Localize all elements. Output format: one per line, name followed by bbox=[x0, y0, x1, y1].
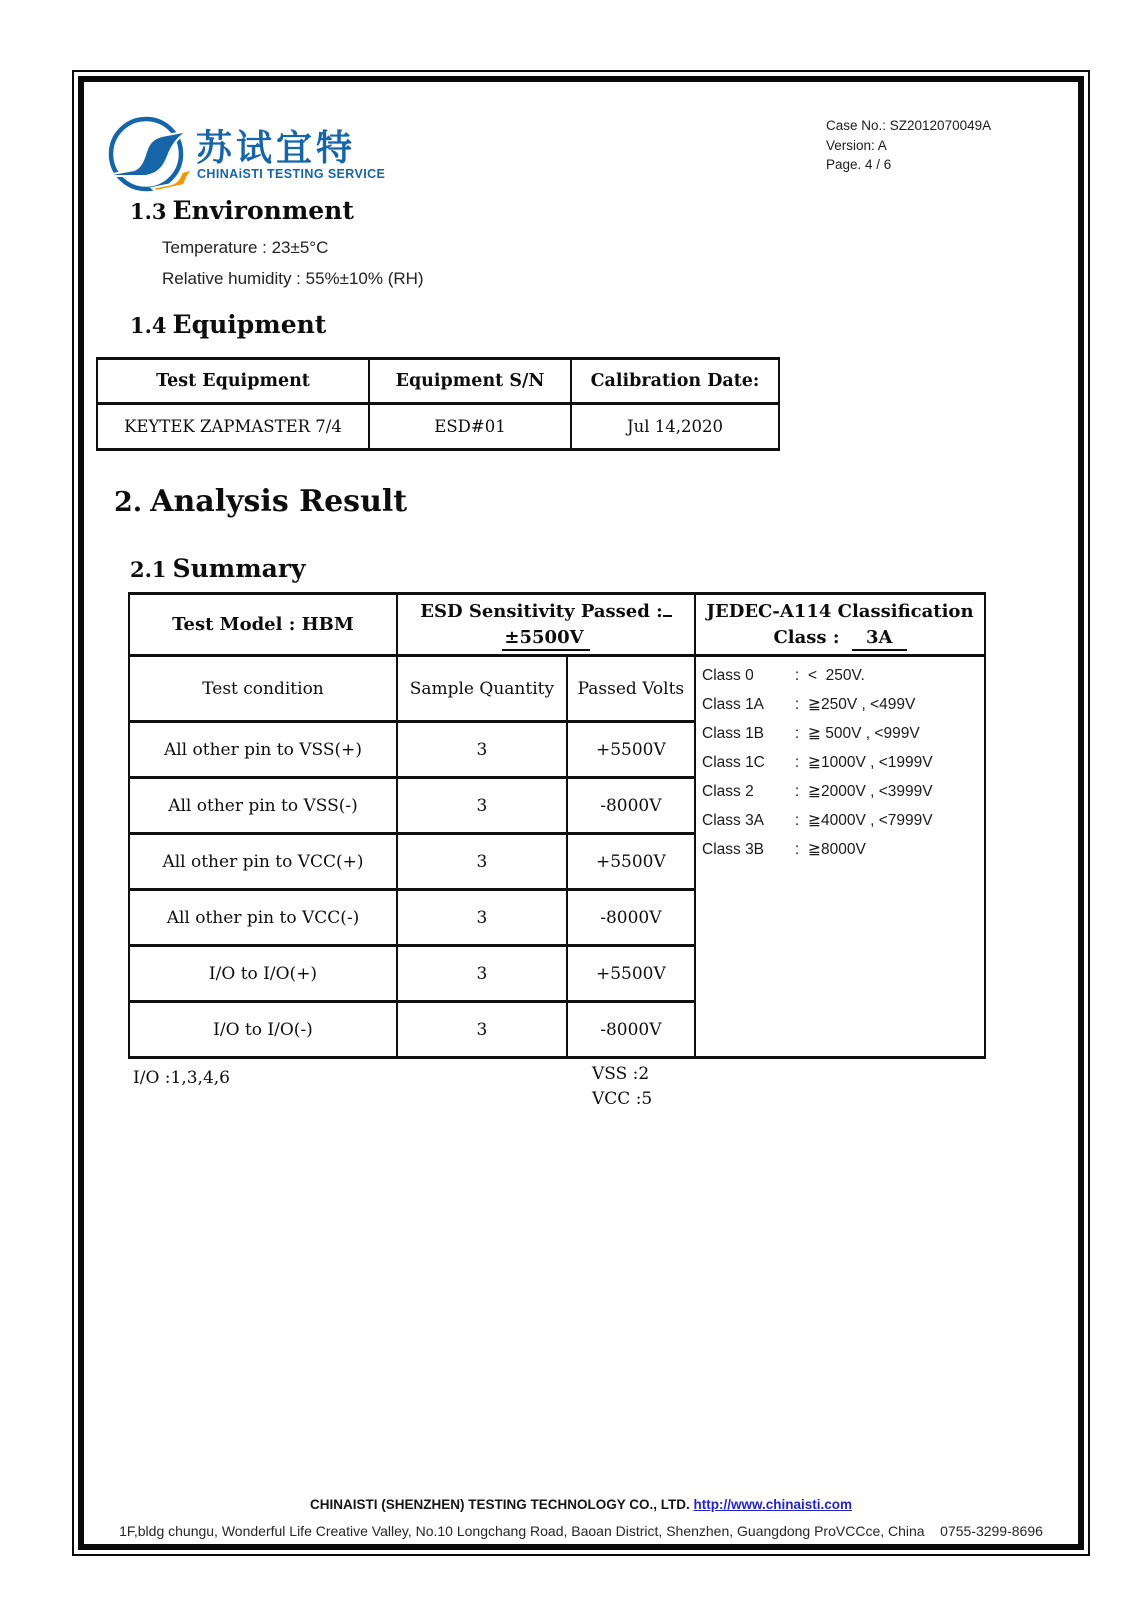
esd-passed-value: ±5500V bbox=[502, 627, 589, 651]
sample-quantity-cell: 3 bbox=[397, 778, 567, 834]
sample-quantity-cell: 3 bbox=[397, 1002, 567, 1058]
passed-volts-cell: -8000V bbox=[567, 778, 695, 834]
equipment-table-header-row bbox=[97, 359, 779, 404]
test-condition-cell: I/O to I/O(+) bbox=[129, 946, 397, 1002]
company-logo-icon bbox=[100, 114, 196, 194]
section-environment-heading bbox=[130, 196, 354, 225]
case-number: Case No.: SZ2012070049A bbox=[826, 118, 992, 133]
jedec-class-list bbox=[695, 656, 985, 1058]
test-model-header: Test Model : HBM bbox=[129, 594, 397, 656]
col-header-equipment-sn: Equipment S/N bbox=[369, 359, 571, 404]
logo-english-name: CHINAiSTI TESTING SERVICE bbox=[197, 167, 386, 181]
section-number: 2.1 bbox=[130, 557, 167, 582]
col-header-passed-volts: Passed Volts bbox=[567, 656, 695, 722]
test-condition-cell: All other pin to VCC(+) bbox=[129, 834, 397, 890]
jedec-classification-header bbox=[695, 594, 985, 656]
io-pins-note: I/O :1,3,4,6 bbox=[133, 1068, 230, 1088]
jedec-class-line: Class 3B : ≧8000V bbox=[702, 841, 866, 858]
section-title: Equipment bbox=[172, 310, 327, 339]
col-header-test-equipment: Test Equipment bbox=[97, 359, 369, 404]
vss-pin-note: VSS :2 bbox=[592, 1064, 650, 1084]
section-number: 1.4 bbox=[130, 313, 167, 338]
equipment-table bbox=[96, 357, 780, 451]
case-info-block bbox=[826, 116, 991, 175]
col-header-calibration-date: Calibration Date: bbox=[571, 359, 779, 404]
sample-quantity-cell: 3 bbox=[397, 834, 567, 890]
jedec-class-line: Class 3A : ≧4000V , <7999V bbox=[702, 812, 933, 829]
equipment-table-row bbox=[97, 404, 779, 450]
footer-website-link[interactable]: http://www.chinaisti.com bbox=[693, 1497, 853, 1512]
section-title: Summary bbox=[172, 554, 306, 583]
page-number: Page. 4 / 6 bbox=[826, 157, 892, 172]
jedec-class-line: Class 1B : ≧ 500V , <999V bbox=[702, 725, 920, 742]
section-equipment-heading bbox=[130, 310, 326, 339]
passed-volts-cell: +5500V bbox=[567, 834, 695, 890]
passed-volts-cell: +5500V bbox=[567, 722, 695, 778]
passed-volts-cell: +5500V bbox=[567, 946, 695, 1002]
equipment-name-cell: KEYTEK ZAPMASTER 7/4 bbox=[97, 404, 369, 450]
jedec-class-line: Class 0 : < 250V. bbox=[702, 667, 865, 684]
col-header-test-condition: Test condition bbox=[129, 656, 397, 722]
footer-address-line: 1F,bldg chungu, Wonderful Life Creative Valley, No.10 Longchang Road, Baoan District, Shenzhen, Guangdong ProVCCce, China 0755-3299-8696 bbox=[119, 1523, 1043, 1539]
esd-sensitivity-header bbox=[397, 594, 695, 656]
jedec-class-line: Class 1A : ≧250V , <499V bbox=[702, 696, 916, 713]
jedec-class-line: Class 2 : ≧2000V , <3999V bbox=[702, 783, 933, 800]
section-number: 1.3 bbox=[130, 199, 167, 224]
passed-volts-cell: -8000V bbox=[567, 890, 695, 946]
vcc-pin-note: VCC :5 bbox=[592, 1089, 653, 1109]
underline-tail bbox=[663, 601, 672, 617]
sample-quantity-cell: 3 bbox=[397, 946, 567, 1002]
humidity-line: Relative humidity : 55%±10% (RH) bbox=[162, 269, 424, 288]
jedec-title: JEDEC-A114 Classification bbox=[706, 600, 974, 622]
footer-company-name: CHINAISTI (SHENZHEN) TESTING TECHNOLOGY CO., LTD. bbox=[309, 1497, 690, 1512]
summary-header-row bbox=[129, 594, 985, 656]
section-analysis-heading bbox=[114, 484, 407, 519]
test-condition-cell: All other pin to VSS(+) bbox=[129, 722, 397, 778]
section-title: Environment bbox=[172, 196, 354, 225]
section-number: 2. bbox=[114, 487, 143, 518]
test-condition-cell: All other pin to VSS(-) bbox=[129, 778, 397, 834]
section-title: Analysis Result bbox=[150, 484, 408, 519]
footer-company-line bbox=[72, 1497, 1090, 1512]
jedec-class-label: Class : bbox=[773, 626, 840, 648]
section-summary-heading bbox=[130, 554, 306, 583]
jedec-class-line: Class 1C : ≧1000V , <1999V bbox=[702, 754, 933, 771]
calibration-date-cell: Jul 14,2020 bbox=[571, 404, 779, 450]
test-condition-cell: All other pin to VCC(-) bbox=[129, 890, 397, 946]
passed-volts-cell: -8000V bbox=[567, 1002, 695, 1058]
sample-quantity-cell: 3 bbox=[397, 890, 567, 946]
col-header-sample-quantity: Sample Quantity bbox=[397, 656, 567, 722]
summary-subheader-row bbox=[129, 656, 985, 722]
jedec-class-value: 3A bbox=[852, 627, 907, 651]
version: Version: A bbox=[826, 137, 887, 153]
logo-chinese-name: 苏试宜特 bbox=[196, 128, 357, 169]
sample-quantity-cell: 3 bbox=[397, 722, 567, 778]
temperature-line: Temperature : 23±5°C bbox=[162, 238, 329, 257]
summary-table bbox=[128, 592, 986, 1059]
equipment-sn-cell: ESD#01 bbox=[369, 404, 571, 450]
test-condition-cell: I/O to I/O(-) bbox=[129, 1002, 397, 1058]
esd-sensitivity-label: ESD Sensitivity Passed : bbox=[420, 600, 663, 622]
